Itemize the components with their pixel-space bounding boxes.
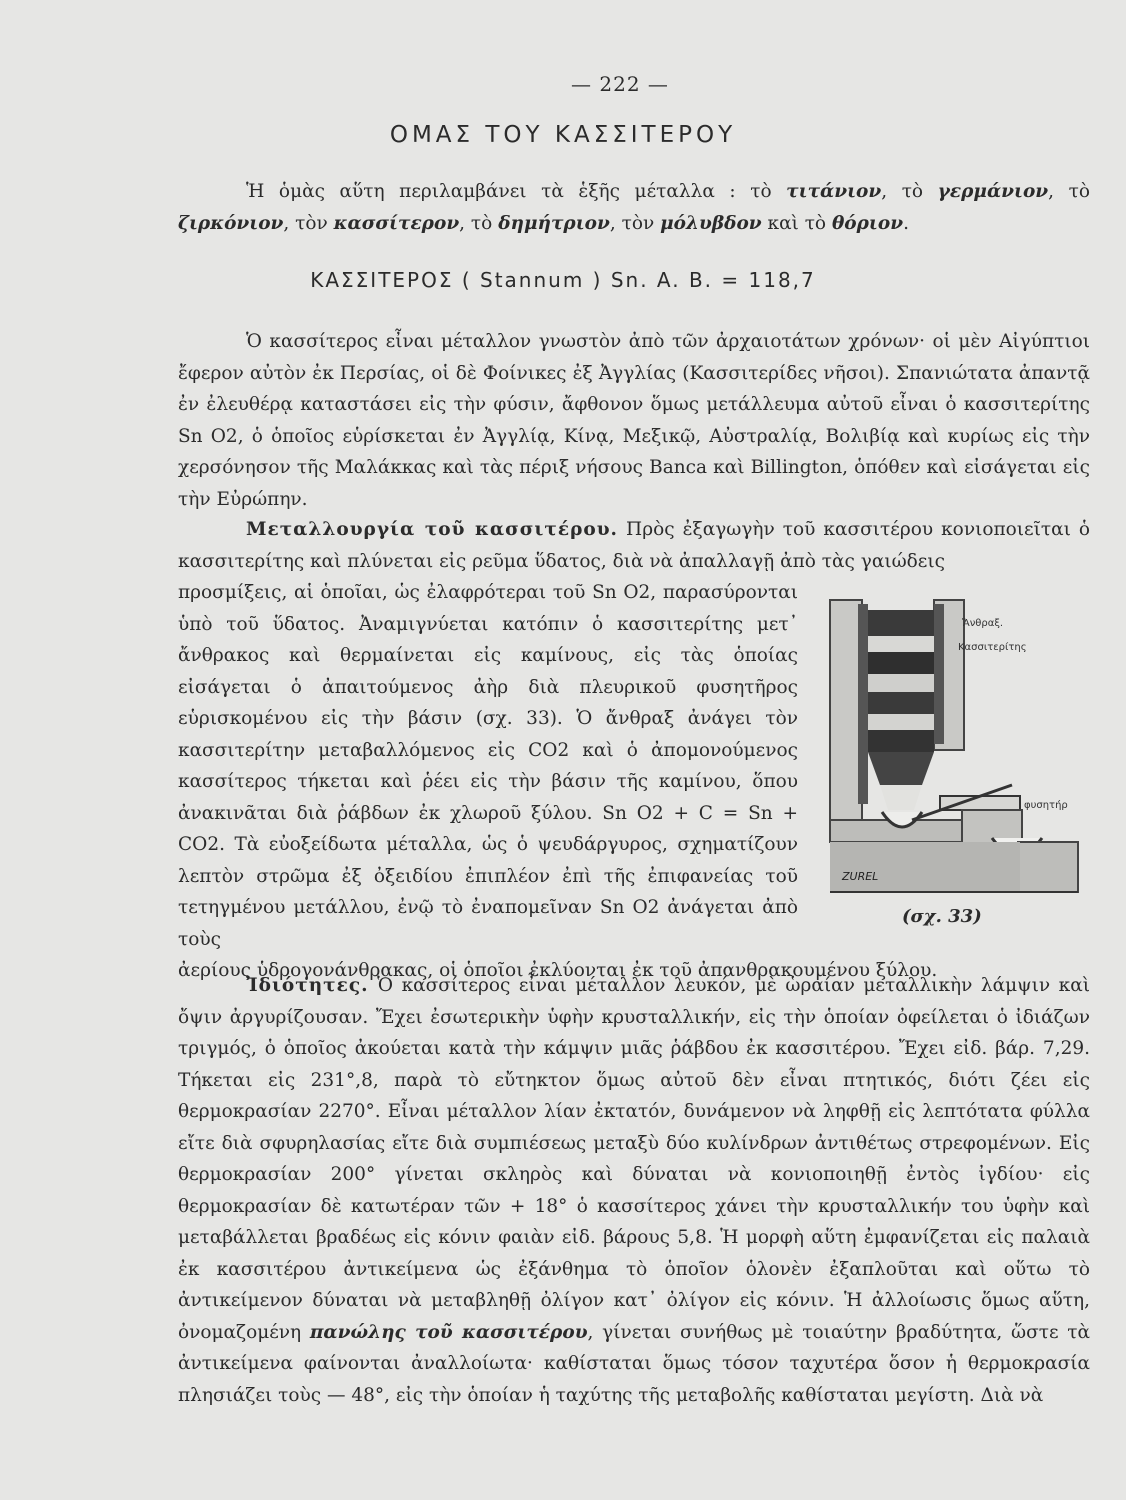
intro-sep-5: , τὸν: [609, 212, 661, 234]
history-paragraph: Ὁ κασσίτερος εἶναι μέταλλον γνωστὸν ἀπὸ τῶν ἀρχαιοτάτων χρόνων· οἱ μὲν Αἰγύπτιοι ἔφερον αὐτὸν ἐκ Περσίας, οἱ δὲ Φοίνικες ἐξ Ἀγγλίας (Κασσιτερίδες νῆσοι). Σπανιώτατα ἀπαντᾷ ἐν ἐλευθέρᾳ καταστάσει εἰς τὴν φύσιν, ἄφθονον ὅμως μετάλλευμα αὐτοῦ εἶναι ὁ κασσιτερίτης Sn O2, ὁ ὁποῖος εὑρίσκεται ἐν Ἀγγλίᾳ, Κίνᾳ, Μεξικῷ, Αὐστραλίᾳ, Βολιβίᾳ καὶ κυρίως εἰς τὴν χερσόνησον τῆς Μαλάκκας καὶ τὰς πέριξ νήσους Banca καὶ Billington, ὁπόθεν καὶ εἰσάγεται εἰς τὴν Εὐρώπην.: [178, 331, 1090, 510]
intro-sep-1: , τὸ: [881, 181, 938, 202]
intro-end: .: [903, 212, 909, 234]
intro-paragraph: [178, 176, 1090, 239]
metal-cerium: δημήτριον: [498, 212, 610, 234]
properties-paragraph: [178, 970, 1090, 1411]
chapter-title: ΟΜΑΣ ΤΟΥ ΚΑΣΣΙΤΕΡΟΥ: [389, 122, 737, 148]
furnace-illustration: [822, 580, 1084, 900]
label-coal: Ἄνθραξ.: [962, 618, 1004, 629]
metallurgy-wrapped-text: προσμίξεις, αἱ ὁποῖαι, ὡς ἐλαφρότεραι τοῦ Sn O2, παρασύρονται ὑπὸ τοῦ ὕδατος. Ἀναμιγνύεται κατόπιν ὁ κασσιτερίτης μετ᾽ ἄνθρακος καὶ θερμαίνεται εἰς καμίνους, εἰς τὰς ὁποίας εἰσάγεται ὁ ἀπαιτούμενος ἀὴρ διὰ πλευρικοῦ φυσητῆρος εὑρισκομένου εἰς τὴν βάσιν (σχ. 33). Ὁ ἄνθραξ ἀνάγει τὸν κασσιτερίτην μεταβαλλόμενος εἰς CO2 καὶ ὁ ἀπομονούμενος κασσίτερος τήκεται καὶ ῥέει εἰς τὴν βάσιν τῆς καμίνου, ὅπου ἀνακινᾶται διὰ ῥάβδων ἐκ χλωροῦ ξύλου. Sn O2 + C = Sn + CO2. Τὰ εὐοξείδωτα μέταλλα, ὡς ὁ ψευδάργυρος, σχηματίζουν λεπτὸν στρῶμα ἐξ ὀξειδίου ἐπιπλέον ἐπὶ τῆς ἐπιφανείας τοῦ τετηγμένου μετάλλου, ἐνῷ τὸ ἐναπομεῖναν Sn O2 ἀνάγεται ἀπὸ τοὺς: [178, 582, 798, 950]
intro-sep-3: , τὸν: [283, 212, 334, 234]
metal-lead: μόλυβδον: [660, 212, 762, 234]
figure-caption: (σχ. 33): [902, 906, 982, 927]
metal-germanium: γερμάνιον: [937, 181, 1049, 202]
metallurgy-first-lines: Πρὸς ἐξαγωγὴν τοῦ κασσιτέρου κονιοποιεῖται ὁ κασσιτερίτης καὶ πλύνεται εἰς ρεῦμα ὕδατος, διὰ νὰ ἀπαλλαγῇ ἀπὸ τὰς γαιώδεις: [178, 519, 1091, 572]
intro-sep-2: , τὸ: [1048, 181, 1090, 202]
metal-tin: κασσίτερον: [333, 212, 460, 234]
metallurgy-last-line: ἀερίους ὑδρογονάνθρακας, οἱ ὁποῖοι ἐκλύονται ἐκ τοῦ ἀπανθρακουμένου ξύλου.: [178, 960, 938, 981]
tin-pest-term: πανώλης τοῦ κασσιτέρου: [309, 1321, 588, 1343]
metal-titanium: τιτάνιον: [786, 181, 882, 202]
metal-zirconium: ζιρκόνιον: [178, 212, 284, 234]
intro-sep-6: καὶ τὸ: [761, 212, 832, 234]
metal-thorium: θόριον: [831, 212, 904, 234]
element-heading: ΚΑΣΣΙΤΕΡΟΣ ( Stannum ) Sn. A. B. = 118,7: [310, 268, 816, 292]
furnace-figure: [822, 580, 1084, 900]
properties-body: Ὁ κασσίτερος εἶναι μέταλλον λευκόν, μὲ ὡραίαν μεταλλικὴν λάμψιν καὶ ὄψιν ἀργυρίζουσαν. Ἔχει ἐσωτερικὴν ὑφὴν κρυσταλλικήν, εἰς τὴν ὁποίαν ὀφείλεται ὁ ἰδιάζων τριγμός, ὁ ὁποῖος ἀκούεται κατὰ τὴν κάμψιν μιᾶς ῥάβδου ἐκ κασσιτέρου. Ἔχει εἰδ. βάρ. 7,29. Τήκεται εἰς 231°,8, παρὰ τὸ εὔτηκτον ὅμως αὐτοῦ δὲν εἶναι πτητικός, διότι ζέει εἰς θερμοκρασίαν 2270°. Εἶναι μέταλλον λίαν ἐκτατόν, δυνάμενον νὰ ληφθῇ εἰς λεπτότατα φύλλα εἴτε διὰ σφυρηλασίας εἴτε διὰ συμπιέσεως μεταξὺ δύο κυλίνδρων ἀντιθέτως στρεφομένων. Εἰς θερμοκρασίαν 200° γίνεται σκληρὸς καὶ δύναται νὰ κονιοποιηθῇ ἐντὸς ἰγδίου· εἰς θερμοκρασίαν δὲ κατωτέραν τῶν + 18° ὁ κασσίτερος χάνει τὴν κρυσταλλικήν του ὑφὴν καὶ μεταβάλλεται βραδέως εἰς κόνιν φαιὰν εἰδ. βάρους 5,8. Ἡ μορφὴ αὕτη ἐμφανίζεται εἰς παλαιὰ ἐκ κασσιτέρου ἀντικείμενα ὡς ἐξάνθημα τὸ ὁποῖον ὁλονὲν ἐξαπλοῦται καὶ οὕτω τὸ ἀντικείμενον δύναται νὰ μεταβληθῇ ὀλίγον κατ᾽ ὀλίγον εἰς κόνιν. Ἡ ἀλλοίωσις ὅμως αὕτη, ὀνομαζομένη: [178, 975, 1090, 1343]
label-bellows: φυσητήρ: [1024, 800, 1068, 811]
metallurgy-heading: Μεταλλουργία τοῦ κασσιτέρου.: [246, 519, 619, 540]
intro-sep-4: , τὸ: [459, 212, 499, 234]
label-cassiterite: Κασσιτερίτης: [958, 642, 1027, 653]
metallurgy-intro-lines: [178, 514, 1090, 577]
figure-signature: ZUREL: [842, 870, 879, 883]
intro-lead: Ἡ ὁμὰς αὕτη περιλαμβάνει τὰ ἑξῆς μέταλλα : τὸ: [246, 181, 787, 202]
properties-body-end: , γίνεται συνήθως μὲ τοιαύτην βραδύτητα, ὥστε τὰ ἀντικείμενα φαίνονται ἀναλλοίωτα· καθίσταται ὅμως τόσον ταχυτέρα ὅσον ἡ θερμοκρασία πλησιάζει τοὺς — 48°, εἰς τὴν ὁποίαν ἡ ταχύτης τῆς μεταβολῆς καθίσταται μεγίστη. Διὰ νὰ: [178, 1321, 1090, 1406]
page-number: — 222 —: [571, 72, 669, 96]
properties-heading: Ἰδιότητες.: [246, 975, 369, 996]
